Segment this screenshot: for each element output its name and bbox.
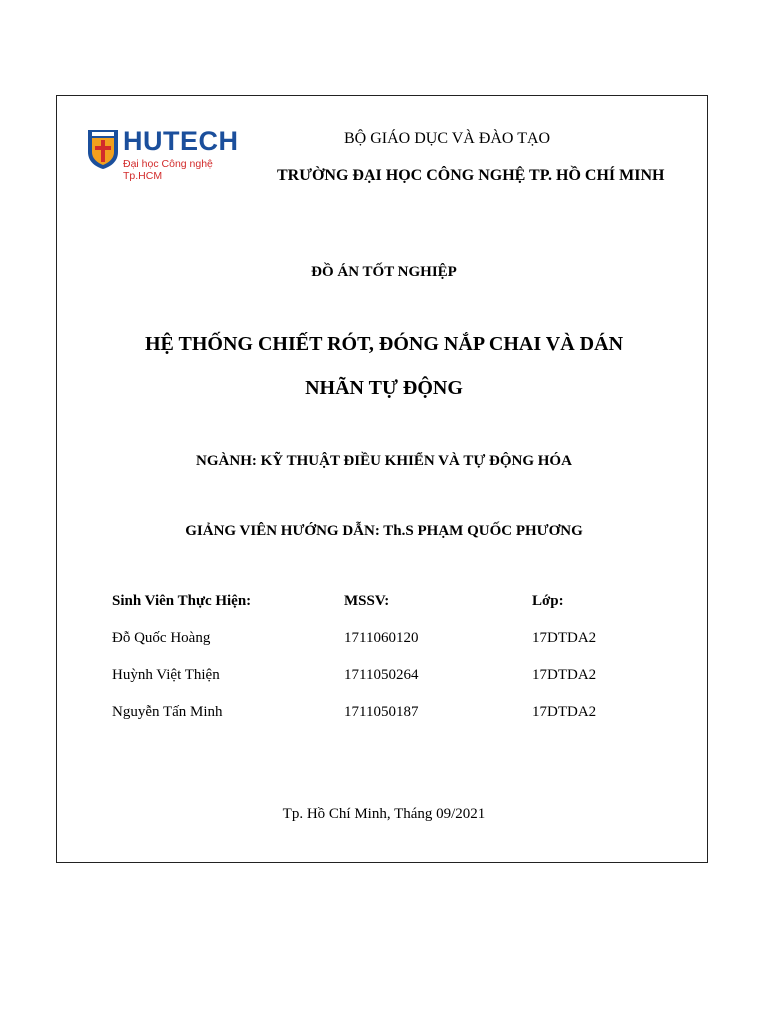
header-student-name: Sinh Viên Thực Hiện:: [112, 593, 252, 609]
student-id: 1711050264: [344, 667, 419, 683]
student-name: Nguyễn Tấn Minh: [112, 704, 223, 720]
student-class: 17DTDA2: [532, 630, 597, 646]
advisor: GIẢNG VIÊN HƯỚNG DẪN: Th.S PHẠM QUỐC PHƯƠNG: [185, 523, 583, 539]
thesis-title-line-1: HỆ THỐNG CHIẾT RÓT, ĐÓNG NẮP CHAI VÀ DÁN: [144, 333, 624, 355]
ministry-name: BỘ GIÁO DỤC VÀ ĐÀO TẠO: [344, 130, 551, 147]
place-and-date: Tp. Hồ Chí Minh, Tháng 09/2021: [282, 806, 486, 822]
university-name: TRƯỜNG ĐẠI HỌC CÔNG NGHỆ TP. HỒ CHÍ MINH: [277, 167, 665, 184]
student-id: 1711060120: [344, 630, 419, 646]
logo-subtitle: Đại học Công nghệ Tp.HCM: [123, 158, 213, 182]
header-student-id: MSSV:: [344, 593, 390, 609]
major: NGÀNH: KỸ THUẬT ĐIỀU KHIỂN VÀ TỰ ĐỘNG HÓA: [196, 453, 572, 469]
page-border: [56, 95, 708, 863]
header-student-class: Lớp:: [532, 593, 564, 609]
shield-icon: [86, 128, 120, 170]
document-type: ĐỒ ÁN TỐT NGHIỆP: [311, 264, 457, 280]
student-name: Đỗ Quốc Hoàng: [112, 630, 211, 646]
student-class: 17DTDA2: [532, 667, 597, 683]
thesis-title-line-2: NHÃN TỰ ĐỘNG: [305, 377, 463, 399]
student-id: 1711050187: [344, 704, 419, 720]
hutech-logo: [86, 126, 246, 182]
logo-wordmark: HUTECH: [123, 126, 239, 156]
student-name: Huỳnh Việt Thiện: [112, 667, 220, 683]
student-class: 17DTDA2: [532, 704, 597, 720]
